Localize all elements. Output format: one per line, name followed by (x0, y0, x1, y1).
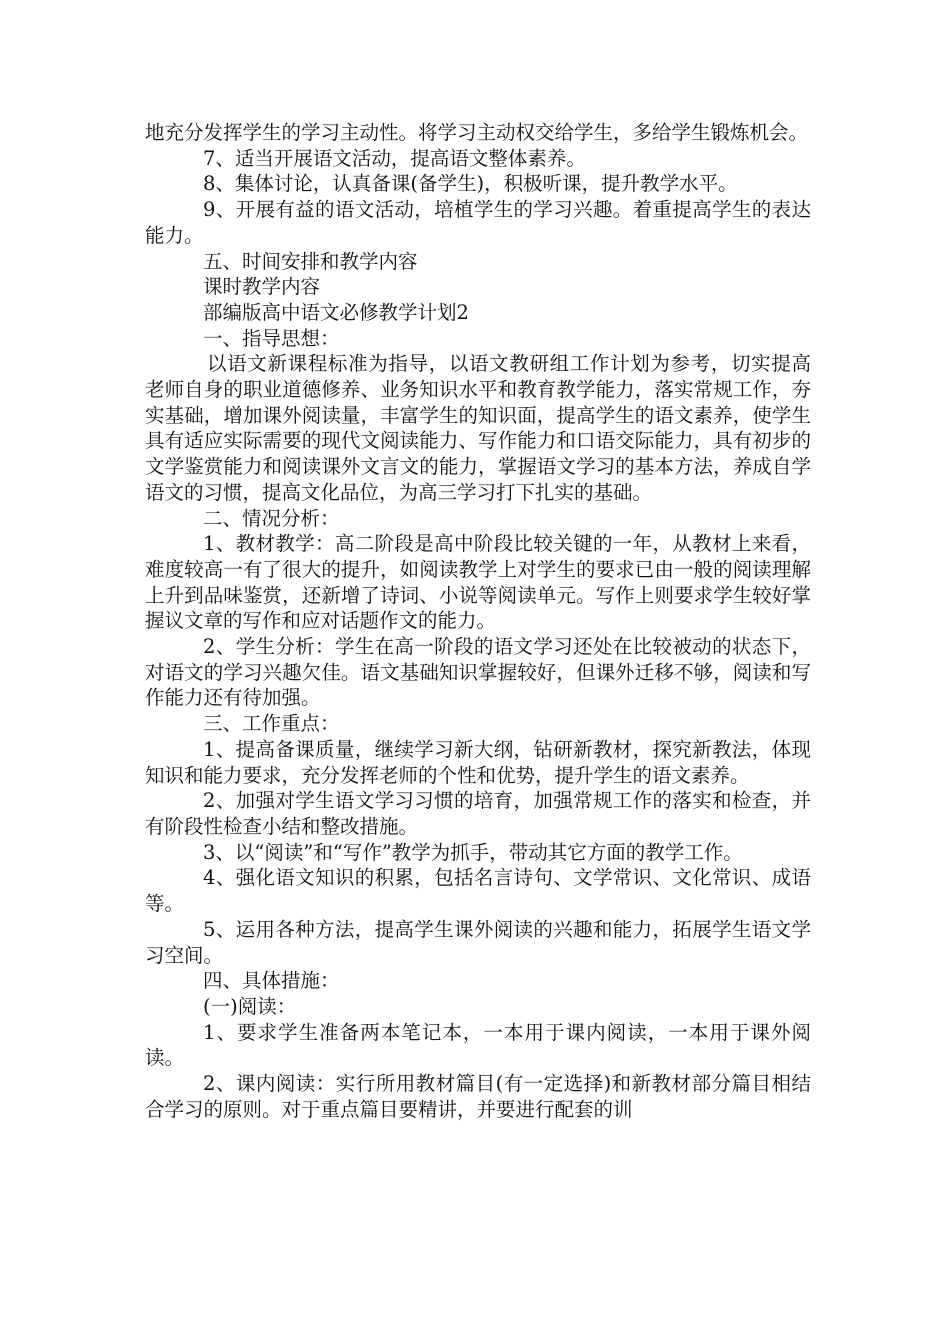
paragraph: 8、集体讨论，认真备课(备学生)，积极听课，提升教学水平。 (203, 172, 738, 196)
paragraph: 课时教学内容 (203, 275, 321, 299)
section-heading: 二、情况分析： (203, 506, 340, 530)
section-heading: 三、工作重点： (203, 712, 340, 736)
paragraph: 3、以“阅读”和“写作”教学为抓手，带动其它方面的教学工作。 (203, 840, 743, 864)
paragraph: 9、开展有益的语文活动，培植学生的学习兴趣。着重提高学生的表达能力。 (145, 198, 811, 247)
paragraph: 2、课内阅读：实行所用教材篇目(有一定选择)和新教材部分篇目相结合学习的原则。对于重点篇目要精讲，并要进行配套的训 (145, 1072, 811, 1121)
paragraph: 4、强化语文知识的积累，包括名言诗句、文学常识、文化常识、成语等。 (145, 866, 811, 916)
paragraph: 1、教材教学：高二阶段是高中阶段比较关键的一年，从教材上来看，难度较高一有了很大的提升，如阅读教学上对学生的要求已由一般的阅读理解上升到品味鉴赏，还新增了诗词、小说等阅读单元。写作上则要求学生较好掌握议文章的写作和应对话题作文的能力。 (145, 532, 811, 633)
section-heading: 五、时间安排和教学内容 (203, 249, 418, 273)
subsection-heading: (一)阅读： (203, 994, 297, 1018)
paragraph: 1、提高备课质量，继续学习新大纲，钻研新教材，探究新教法，体现知识和能力要求，充分发挥老师的个性和优势，提升学生的语文素养。 (145, 737, 811, 787)
paragraph: 2、学生分析：学生在高一阶段的语文学习还处在比较被动的状态下，对语文的学习兴趣欠佳。语文基础知识掌握较好，但课外迁移不够，阅读和写作能力还有待加强。 (145, 635, 811, 710)
paragraph: 7、适当开展语文活动，提高语文整体素养。 (203, 146, 586, 170)
paragraph: 地充分发挥学生的学习主动性。将学习主动权交给学生，多给学生锻炼机会。 (145, 121, 809, 144)
document-title: 部编版高中语文必修教学计划2 (203, 300, 469, 324)
document-page (145, 120, 811, 1122)
paragraph: 以语文新课程标准为指导，以语文教研组工作计划为参考，切实提高老师自身的职业道德修养、业务知识水平和教育教学能力，落实常规工作，夯实基础，增加课外阅读量，丰富学生的知识面，提高学生的语文素养，使学生具有适应实际需要的现代文阅读能力、写作能力和口语交际能力，具有初步的文学鉴赏能力和阅读课外文言文的能力，掌握语文学习的基本方法，养成自学语文的习惯，提高文化品位，为高三学习打下扎实的基础。 (145, 352, 811, 504)
paragraph: 1、要求学生准备两本笔记本，一本用于课内阅读，一本用于课外阅读。 (145, 1020, 811, 1070)
section-heading: 一、指导思想： (203, 326, 340, 350)
paragraph: 2、加强对学生语文学习习惯的培育，加强常规工作的落实和检查，并有阶段性检查小结和整改措施。 (145, 789, 811, 838)
section-heading: 四、具体措施： (203, 969, 340, 993)
paragraph: 5、运用各种方法，提高学生课外阅读的兴趣和能力，拓展学生语文学习空间。 (145, 917, 811, 967)
